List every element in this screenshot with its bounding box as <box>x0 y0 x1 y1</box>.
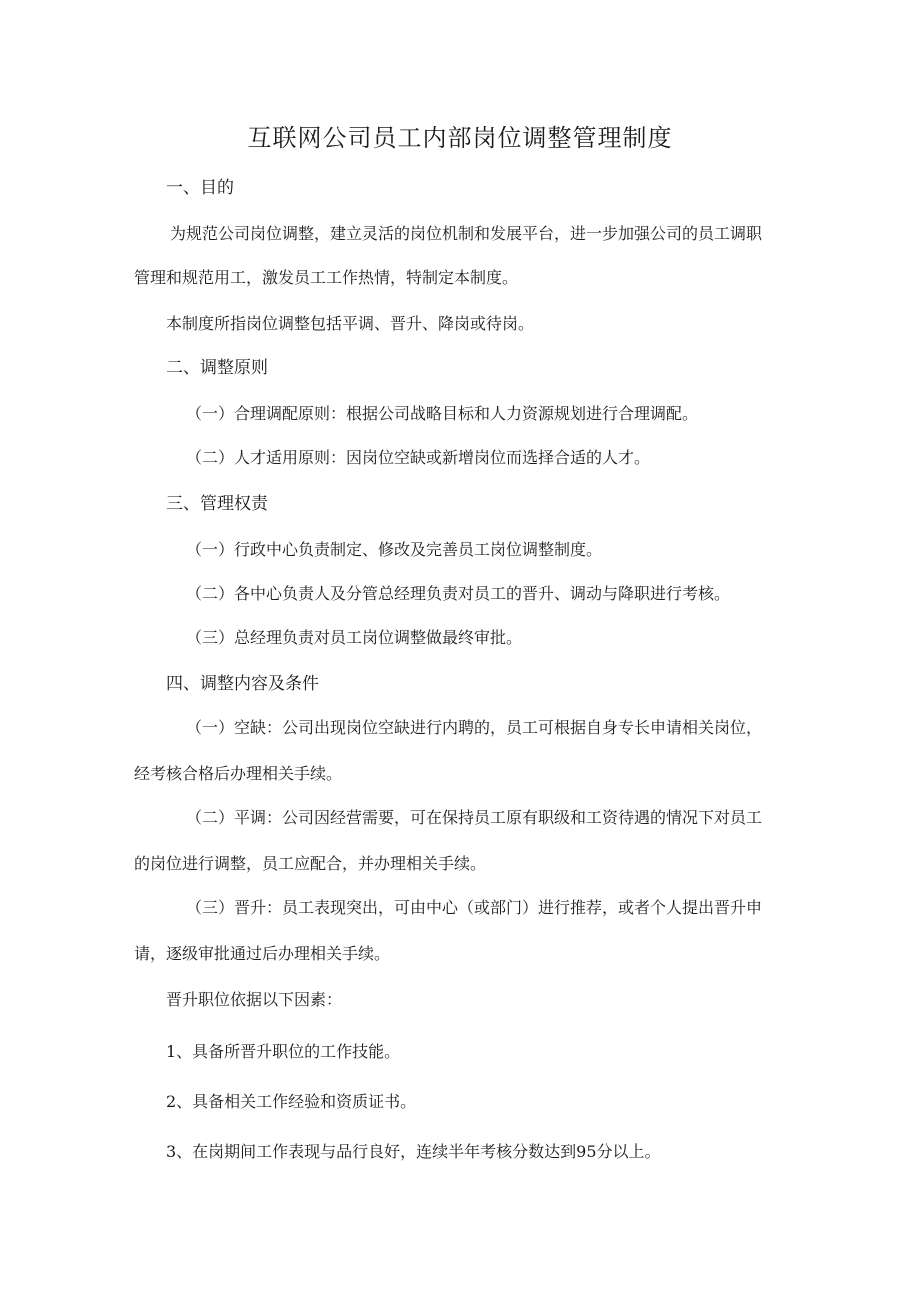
document-title: 互联网公司员工内部岗位调整管理制度 <box>247 124 673 152</box>
section-heading-purpose: 一、目的 <box>166 178 234 198</box>
section-heading-content: 四、调整内容及条件 <box>166 674 319 694</box>
responsibility-item-1: （一）行政中心负责制定、修改及完善员工岗位调整制度。 <box>186 540 603 559</box>
promotion-item-line2: 请，逐级审批通过后办理相关手续。 <box>134 944 391 963</box>
section-heading-principles: 二、调整原则 <box>166 358 268 378</box>
promotion-factor-1: 1、具备所晋升职位的工作技能。 <box>166 1042 401 1061</box>
transfer-item-line2: 的岗位进行调整，员工应配合，并办理相关手续。 <box>134 854 487 873</box>
principle-item-2: （二）人才适用原则：因岗位空缺或新增岗位而选择合适的人才。 <box>186 448 651 467</box>
promotion-factors-intro: 晋升职位依据以下因素： <box>166 990 343 1009</box>
purpose-paragraph-line2: 管理和规范用工，激发员工工作热情，特制定本制度。 <box>134 268 519 287</box>
purpose-paragraph-line1: 为规范公司岗位调整，建立灵活的岗位机制和发展平台，进一步加强公司的员工调职 <box>170 224 763 243</box>
promotion-factor-3: 3、在岗期间工作表现与品行良好，连续半年考核分数达到95分以上。 <box>166 1142 661 1161</box>
responsibility-item-3: （三）总经理负责对员工岗位调整做最终审批。 <box>186 628 523 647</box>
vacancy-item-line2: 经考核合格后办理相关手续。 <box>134 764 343 783</box>
transfer-item-line1: （二）平调：公司因经营需要，可在保持员工原有职级和工资待遇的情况下对员工 <box>186 808 763 827</box>
promotion-factor-2: 2、具备相关工作经验和资质证书。 <box>166 1092 417 1111</box>
responsibility-item-2: （二）各中心负责人及分管总经理负责对员工的晋升、调动与降职进行考核。 <box>186 584 731 603</box>
section-heading-responsibilities: 三、管理权责 <box>166 494 268 514</box>
scope-paragraph: 本制度所指岗位调整包括平调、晋升、降岗或待岗。 <box>166 314 535 333</box>
vacancy-item-line1: （一）空缺：公司出现岗位空缺进行内聘的，员工可根据自身专长申请相关岗位， <box>186 718 763 737</box>
promotion-item-line1: （三）晋升：员工表现突出，可由中心（或部门）进行推荐，或者个人提出晋升申 <box>186 898 763 917</box>
principle-item-1: （一）合理调配原则：根据公司战略目标和人力资源规划进行合理调配。 <box>186 404 699 423</box>
